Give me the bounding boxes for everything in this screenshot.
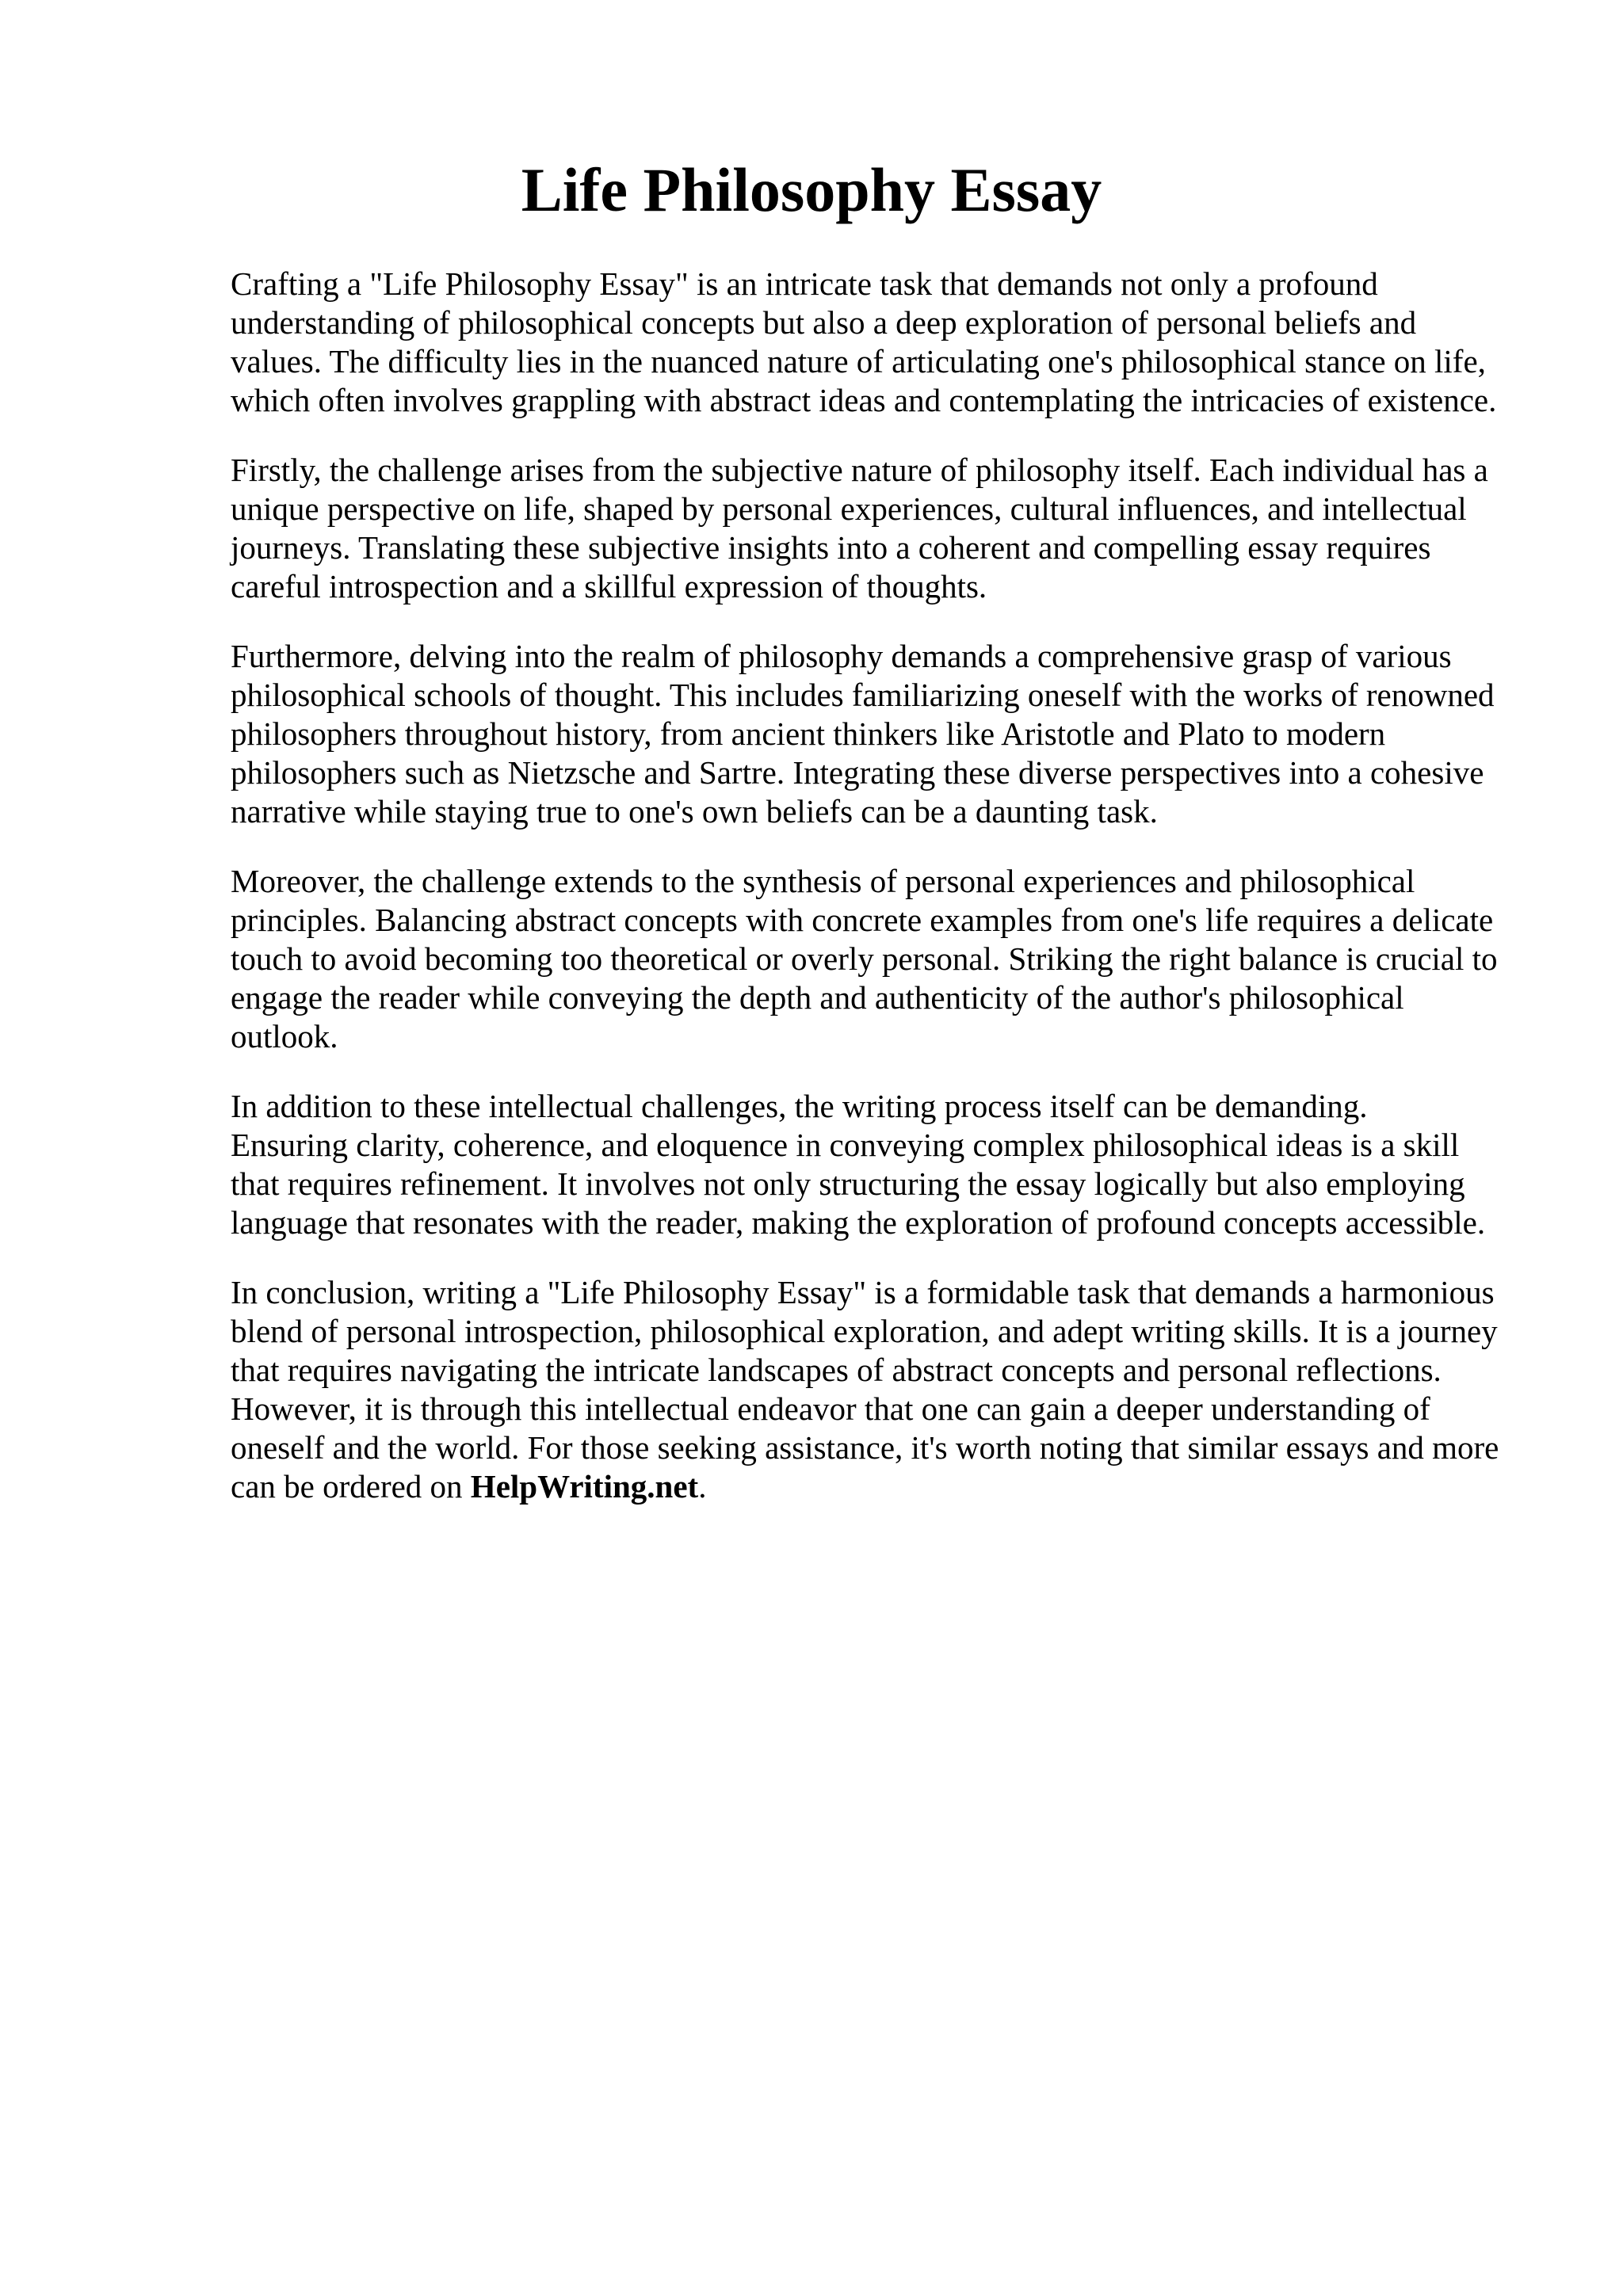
text-line: principles. Balancing abstract concepts with concrete examples from one's life requires a delicate bbox=[231, 902, 1494, 938]
text-line: that requires refinement. It involves not only structuring the essay logically but also employing bbox=[231, 1165, 1465, 1202]
text-line: Crafting a "Life Philosophy Essay" is an intricate task that demands not only a profound bbox=[231, 265, 1378, 302]
helpwriting-link[interactable]: HelpWriting.net bbox=[470, 1468, 699, 1505]
document-title: Life Philosophy Essay bbox=[521, 155, 1102, 224]
text-line: touch to avoid becoming too theoretical or overly personal. Striking the right balance is crucial to bbox=[231, 940, 1498, 977]
document-body bbox=[231, 265, 1530, 1537]
text-line: outlook. bbox=[231, 1018, 338, 1055]
final-line-suffix: . bbox=[698, 1468, 707, 1505]
paragraph-5 bbox=[231, 1087, 1530, 1242]
text-line: Ensuring clarity, coherence, and eloquence in conveying complex philosophical ideas is a skill bbox=[231, 1127, 1460, 1163]
text-line: engage the reader while conveying the depth and authenticity of the author's philosophical bbox=[231, 979, 1404, 1016]
text-line: values. The difficulty lies in the nuanced nature of articulating one's philosophical stance on life, bbox=[231, 343, 1486, 379]
text-line: understanding of philosophical concepts but also a deep exploration of personal beliefs and bbox=[231, 304, 1417, 341]
text-line: narrative while staying true to one's own beliefs can be a daunting task. bbox=[231, 793, 1158, 830]
text-line: blend of personal introspection, philosophical exploration, and adept writing skills. It is a journey bbox=[231, 1313, 1498, 1349]
text-line: Furthermore, delving into the realm of philosophy demands a comprehensive grasp of various bbox=[231, 638, 1452, 674]
text-line: that requires navigating the intricate landscapes of abstract concepts and personal reflections. bbox=[231, 1352, 1442, 1388]
text-line: Firstly, the challenge arises from the subjective nature of philosophy itself. Each individual has a bbox=[231, 452, 1488, 488]
paragraph-1 bbox=[231, 265, 1530, 420]
text-line: philosophers throughout history, from ancient thinkers like Aristotle and Plato to modern bbox=[231, 715, 1386, 752]
text-line: journeys. Translating these subjective insights into a coherent and compelling essay requires bbox=[231, 529, 1431, 566]
paragraph-4 bbox=[231, 862, 1530, 1056]
final-line-prefix: can be ordered on bbox=[231, 1468, 471, 1505]
text-line: Moreover, the challenge extends to the synthesis of personal experiences and philosophical bbox=[231, 863, 1415, 899]
text-line: language that resonates with the reader, making the exploration of profound concepts accessible. bbox=[231, 1204, 1486, 1241]
text-line: oneself and the world. For those seeking assistance, it's worth noting that similar essays and more bbox=[231, 1429, 1499, 1466]
text-line: philosophical schools of thought. This includes familiarizing oneself with the works of renowned bbox=[231, 677, 1495, 713]
paragraph-3 bbox=[231, 637, 1530, 831]
text-line: unique perspective on life, shaped by personal experiences, cultural influences, and intellectual bbox=[231, 490, 1467, 527]
text-line: philosophers such as Nietzsche and Sartre. Integrating these diverse perspectives into a cohesive bbox=[231, 754, 1484, 791]
text-line: In addition to these intellectual challenges, the writing process itself can be demanding. bbox=[231, 1088, 1368, 1124]
text-line: which often involves grappling with abstract ideas and contemplating the intricacies of existence. bbox=[231, 382, 1497, 418]
text-line: careful introspection and a skillful expression of thoughts. bbox=[231, 568, 987, 605]
paragraph-6 bbox=[231, 1273, 1530, 1506]
text-line-final bbox=[231, 1467, 1530, 1506]
text-line: In conclusion, writing a "Life Philosophy Essay" is a formidable task that demands a harmonious bbox=[231, 1274, 1495, 1310]
paragraph-2 bbox=[231, 451, 1530, 606]
text-line: However, it is through this intellectual endeavor that one can gain a deeper understanding of bbox=[231, 1390, 1430, 1427]
